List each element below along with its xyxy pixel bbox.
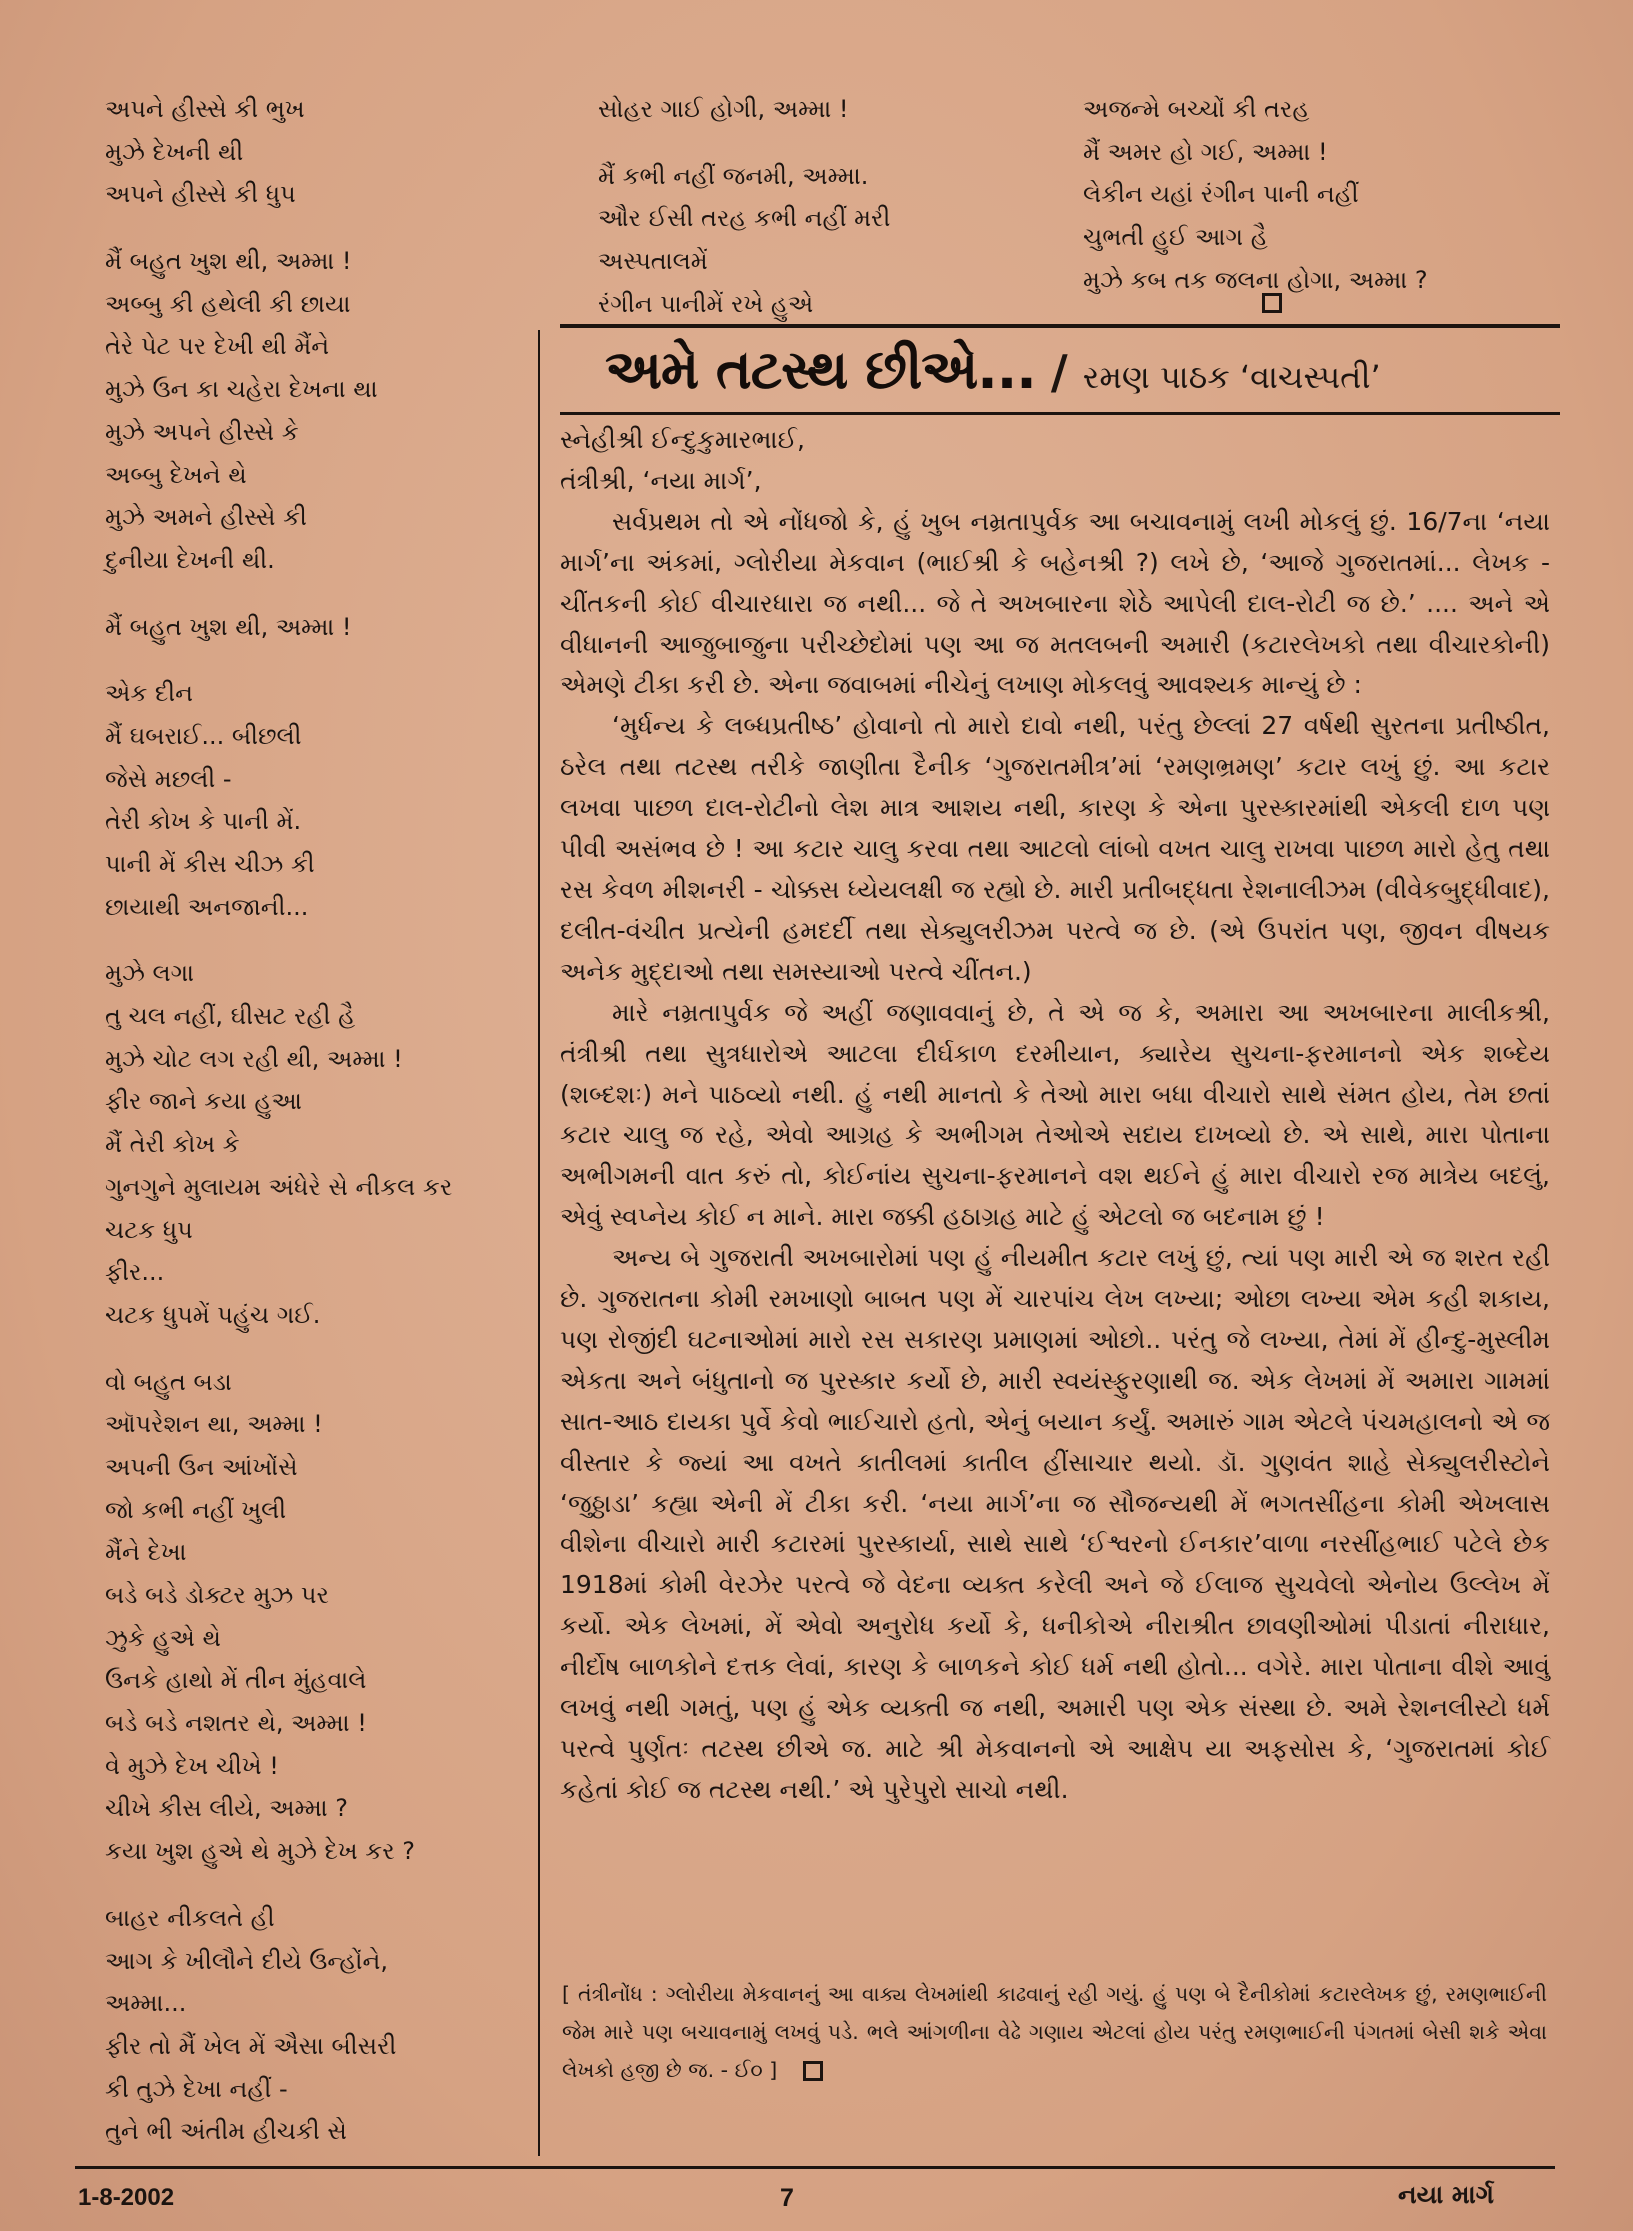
editor-note <box>562 1975 1547 2089</box>
poem-line: એક દીન <box>105 679 194 708</box>
poem-line: મુઝે ઉન કા ચહેરા દેખના થા <box>105 375 378 404</box>
article-paragraph: સર્વપ્રથમ તો એ નોંધજો કે, હું ખુબ નમ્રતાપુર્વક આ બચાવનામું લખી મોકલું છું. 16/7ના ‘નયા માર્ગ’ના અંકમાં, ગ્લોરીયા મેકવાન (ભાઈશ્રી કે બહેનશ્રી ?) લખે છે, ‘આજે ગુજરાતમાં... લેખક - ચીંતકની કોઈ વીચારધારા જ નથી... જે તે અખબારના શેઠે આપેલી દાલ-રોટી જ છે.’ .... અને એ વીધાનની આજુબાજુના પરીચ્છેદોમાં પણ આ જ મતલબની અમારી (કટારલેખકો તથા વીચારકોની) એમણે ટીકા કરી છે. એના જવાબમાં નીચેનું લખાણ મોકલવું આવશ્યક માન્યું છે : <box>560 506 1550 700</box>
poem-line: રંગીન પાનીમેં રખે હુએ <box>598 289 814 318</box>
article-title: અમે તટસ્થ છીએ... <box>605 338 1036 401</box>
salutation-line: તંત્રીશ્રી, ‘નયા માર્ગ’, <box>560 465 762 495</box>
poem-column-1 <box>105 88 525 2153</box>
article-author: રમણ પાઠક ‘વાચસ્પતી’ <box>1082 358 1381 396</box>
poem-line: ગુનગુને મુલાયમ અંધેરે સે નીકલ કર <box>105 1172 453 1201</box>
poem-line: મૈં બહુત ખુશ થી, અમ્મા ! <box>105 612 352 641</box>
title-separator: / <box>1050 345 1068 399</box>
poem-line: ફીર જાને કયા હુઆ <box>105 1087 302 1116</box>
poem-line: મૈં ઘબરાઈ... બીછલી <box>105 721 302 750</box>
footer-divider <box>75 2166 1555 2169</box>
stanza-break <box>105 1337 525 1361</box>
column-divider <box>538 330 540 2156</box>
poem-line: મુઝે કબ તક જલના હોગા, અમ્મા ? <box>1083 265 1428 294</box>
poem-line: વો બહુત બડા <box>105 1367 232 1396</box>
poem-line: તુને ભી અંતીમ હીચકી સે <box>105 2117 347 2146</box>
poem-line: મૈંને દેખા <box>105 1538 187 1567</box>
poem-line: અપની ઉન આંખોંસે <box>105 1452 298 1481</box>
end-mark-icon <box>803 2061 823 2081</box>
divider <box>560 324 1560 328</box>
poem-line: ચટક ધુપમેં પહુંચ ગઈ. <box>105 1300 321 1329</box>
end-mark-icon <box>1262 293 1282 313</box>
poem-line: તેરે પેટ પર દેખી થી મૈંને <box>105 332 330 361</box>
poem-line: ઉનકે હાથો મેં તીન મુંહવાલે <box>105 1666 367 1695</box>
poem-line: મૈં અમર હો ગઈ, અમ્મા ! <box>1083 137 1328 166</box>
poem-line: બડે બડે નશતર થે, અમ્મા ! <box>105 1709 367 1738</box>
stanza-break <box>105 1873 525 1897</box>
poem-column-3 <box>1083 88 1553 301</box>
footer-date: 1-8-2002 <box>78 2184 175 2211</box>
poem-line: ચટક ધુપ <box>105 1215 193 1244</box>
poem-line: મુઝે અમને હીસ્સે કી <box>105 503 307 532</box>
poem-line: ચુભતી હુઈ આગ હૈ <box>1083 223 1268 252</box>
divider <box>560 412 1560 415</box>
article-paragraph: ‘મુર્ધન્ય કે લબ્ધપ્રતીષ્ઠ’ હોવાનો તો મારો દાવો નથી, પરંતુ છેલ્લાં 27 વર્ષથી સુરતના પ્રતીષ્ઠીત, ઠરેલ તથા તટસ્થ તરીકે જાણીતા દૈનીક ‘ગુજરાતમીત્ર’માં ‘રમણભ્રમણ’ કટાર લખું છું. આ કટાર લખવા પાછળ દાલ-રોટીનો લેશ માત્ર આશય નથી, કારણ કે એના પુરસ્કારમાંથી એકલી દાળ પણ પીવી અસંભવ છે ! આ કટાર ચાલુ કરવા તથા આટલો લાંબો વખત ચાલુ રાખવા પાછળ મારો હેતુ તથા રસ કેવળ મીશનરી - ચોક્કસ ધ્યેયલક્ષી જ રહ્યો છે. મારી પ્રતીબદ્ધતા રેશનાલીઝમ (વીવેકબુદ્ધીવાદ), દલીત-વંચીત પ્રત્યેની હમદર્દી તથા સેક્યુલરીઝમ પરત્વે જ છે. (એ ઉપરાંત પણ, જીવન વીષયક અનેક મુદ્દાઓ તથા સમસ્યાઓ પરત્વે ચીંતન.) <box>560 711 1550 986</box>
poem-line: વે મુઝે દેખ ચીખે ! <box>105 1751 279 1780</box>
poem-line: બાહર નીકલતે હી <box>105 1903 275 1932</box>
poem-line: મુઝે અપને હીસ્સે કે <box>105 417 299 446</box>
poem-line: ઔર ઈસી તરહ કભી નહીં મરી <box>598 204 891 233</box>
poem-line: કી તુઝે દેખા નહીં - <box>105 2074 288 2103</box>
article-paragraph: મારે નમ્રતાપુર્વક જે અહીં જણાવવાનું છે, તે એ જ કે, અમારા આ અખબારના માલીકશ્રી, તંત્રીશ્રી તથા સુત્રધારોએ આટલા દીર્ઘકાળ દરમીયાન, ક્યારેય સુચના-ફરમાનનો એક શબ્દેય (શબ્દશઃ) મને પાઠવ્યો નથી. હું નથી માનતો કે તેઓ મારા બધા વીચારો સાથે સંમત હોય, તેમ છતાં કટાર ચાલુ જ રહે, એવો આગ્રહ કે અભીગમ તેઓએ સદાય દાખવ્યો છે. એ સાથે, મારા પોતાના અભીગમની વાત કરું તો, કોઈનાંય સુચના-ફરમાનને વશ થઈને હું મારા વીચારો રજ માત્રેય બદલું, એવું સ્વપ્નેય કોઈ ન માને. મારા જક્કી હઠાગ્રહ માટે હું એટલો જ બદનામ છું ! <box>560 997 1550 1232</box>
poem-line: પાની મેં કીસ ચીઝ કી <box>105 850 315 878</box>
poem-line: મુઝે દેખની થી <box>105 137 244 166</box>
poem-line: અજન્મે બચ્ચોં કી તરહ <box>1083 95 1310 123</box>
poem-line: ચીખે કીસ લીયે, અમ્મા ? <box>105 1794 349 1823</box>
poem-line: ફીર તો મૈં ખેલ મેં ઐસા બીસરી <box>105 2031 397 2060</box>
poem-line: ફીર... <box>105 1258 165 1287</box>
publication-name: નયા માર્ગ <box>1398 2180 1494 2209</box>
poem-line: કયા ખુશ હુએ થે મુઝે દેખ કર ? <box>105 1837 415 1866</box>
article-body <box>560 420 1550 1811</box>
article-headline <box>605 338 1381 402</box>
poem-column-2 <box>598 88 1038 325</box>
poem-line: અપને હીસ્સે કી ભુખ <box>105 95 305 123</box>
poem-line: લેકીન યહાં રંગીન પાની નહીં <box>1083 180 1359 209</box>
poem-line: આગ કે ખીલૌને દીયે ઉન્હોંને, <box>105 1946 388 1975</box>
poem-line: છાયાથી અનજાની... <box>105 892 309 921</box>
stanza-break <box>105 582 525 606</box>
poem-line: મૈં બહુત ખુશ થી, અમ્મા ! <box>105 247 352 276</box>
poem-line: તેરી કોખ કે પાની મેં. <box>105 807 302 836</box>
page-number: 7 <box>780 2184 794 2212</box>
poem-line: અસ્પતાલમેં <box>598 247 708 276</box>
poem-line: જેસે મછલી - <box>105 764 232 793</box>
poem-line: મુઝે લગા <box>105 959 195 988</box>
stanza-break <box>105 648 525 672</box>
stanza-break <box>105 928 525 952</box>
stanza-break <box>598 131 1038 155</box>
poem-line: અબ્બુ કી હથેલી કી છાયા <box>105 289 351 318</box>
poem-line: મુઝે ચોટ લગ રહી થી, અમ્મા ! <box>105 1044 403 1073</box>
editor-note-text: [ તંત્રીનોંધ : ગ્લોરીયા મેકવાનનું આ વાક્ય લેખમાંથી કાઢવાનું રહી ગયું. હું પણ બે દૈનીકોમાં કટારલેખક છું, રમણભાઈની જેમ મારે પણ બચાવનામું લખવું પડે. ભલે આંગળીના વેઢે ગણાય એટલાં હોય પરંતુ રમણભાઈની પંગતમાં બેસી શકે એવા લેખકો હજી છે જ. - ઈ૦ ] <box>562 1982 1547 2082</box>
poem-line: બડે બડે ડોક્ટર મુઝ પર <box>105 1581 329 1609</box>
poem-line: જો કભી નહીં ખુલી <box>105 1495 287 1524</box>
poem-line: ઝુકે હુએ થે <box>105 1623 221 1652</box>
poem-line: મૈં કભી નહીં જનમી, અમ્મા. <box>598 161 869 190</box>
poem-line: અબ્બુ દેખને થે <box>105 460 247 489</box>
poem-line: મૈં તેરી કોખ કે <box>105 1130 240 1159</box>
poem-line: તુ ચલ નહીં, ઘીસટ રહી હૈ <box>105 1002 356 1031</box>
salutation-line: સ્નેહીશ્રી ઈન્દુકુમારભાઈ, <box>560 425 805 454</box>
poem-line: દુનીયા દેખની થી. <box>105 545 275 574</box>
stanza-break <box>105 216 525 240</box>
poem-line: સોહર ગાઈ હોગી, અમ્મા ! <box>598 95 849 123</box>
poem-line: અમ્મા... <box>105 1989 187 2018</box>
article-paragraph: અન્ય બે ગુજરાતી અખબારોમાં પણ હું નીયમીત કટાર લખું છું, ત્યાં પણ મારી એ જ શરત રહી છે. ગુજરાતના કોમી રમખાણો બાબત પણ મેં ચારપાંચ લેખ લખ્યા; ઓછા લખ્યા એમ કહી શકાય, પણ રોજીંદી ઘટનાઓમાં મારો રસ સકારણ પ્રમાણમાં ઓછો.. પરંતુ જે લખ્યા, તેમાં મેં હીન્દુ-મુસ્લીમ એકતા અને બંધુતાનો જ પુરસ્કાર કર્યો છે, મારી સ્વયંસ્ફુરણાથી જ. એક લેખમાં મેં અમારા ગામમાં સાત-આઠ દાયકા પુર્વે કેવો ભાઈચારો હતો, એનું બયાન કર્યું. અમારું ગામ એટલે પંચમહાલનો એ જ વીસ્તાર કે જ્યાં આ વખતે કાતીલમાં કાતીલ હીંસાચાર થયો. ડૉ. ગુણવંત શાહે સેક્યુલરીસ્ટોને ‘જુઠ્ઠાડા’ કહ્યા એની મેં ટીકા કરી. ‘નયા માર્ગ’ના જ સૌજન્યથી મેં ભગતસીંહના કોમી એખલાસ વીશેના વીચારો મારી કટારમાં પુરસ્કાર્યા, સાથે સાથે ‘ઈશ્વરનો ઈનકાર’વાળા નરસીંહભાઈ પટેલે છેક 1918માં કોમી વેરઝેર પરત્વે જે વેદના વ્યક્ત કરેલી અને જે ઈલાજ સુચવેલો એનોય ઉલ્લેખ મેં કર્યો. એક લેખમાં, મેં એવો અનુરોધ કર્યો કે, ધનીકોએ નીરાશ્રીત છાવણીઓમાં પીડાતાં નીરાધાર, નીર્દોષ બાળકોને દત્તક લેવાં, કારણ કે બાળકને કોઈ ધર્મ નથી હોતો... વગેરે. મારા પોતાના વીશે આવું લખવું નથી ગમતું, પણ હું એક વ્યક્તી જ નથી, અમારી પણ એક સંસ્થા છે. અમે રેશનલીસ્ટો ધર્મ પરત્વે પુર્ણતઃ તટસ્થ છીએ જ. માટે શ્રી મેકવાનનો એ આક્ષેપ યા અફસોસ કે, ‘ગુજરાતમાં કોઈ કહેતાં કોઈ જ તટસ્થ નથી.’ એ પુરેપુરો સાચો નથી. <box>560 1243 1550 1804</box>
poem-line: અપને હીસ્સે કી ધુપ <box>105 180 296 209</box>
poem-line: ઑપરેશન થા, અમ્મા ! <box>105 1410 323 1439</box>
